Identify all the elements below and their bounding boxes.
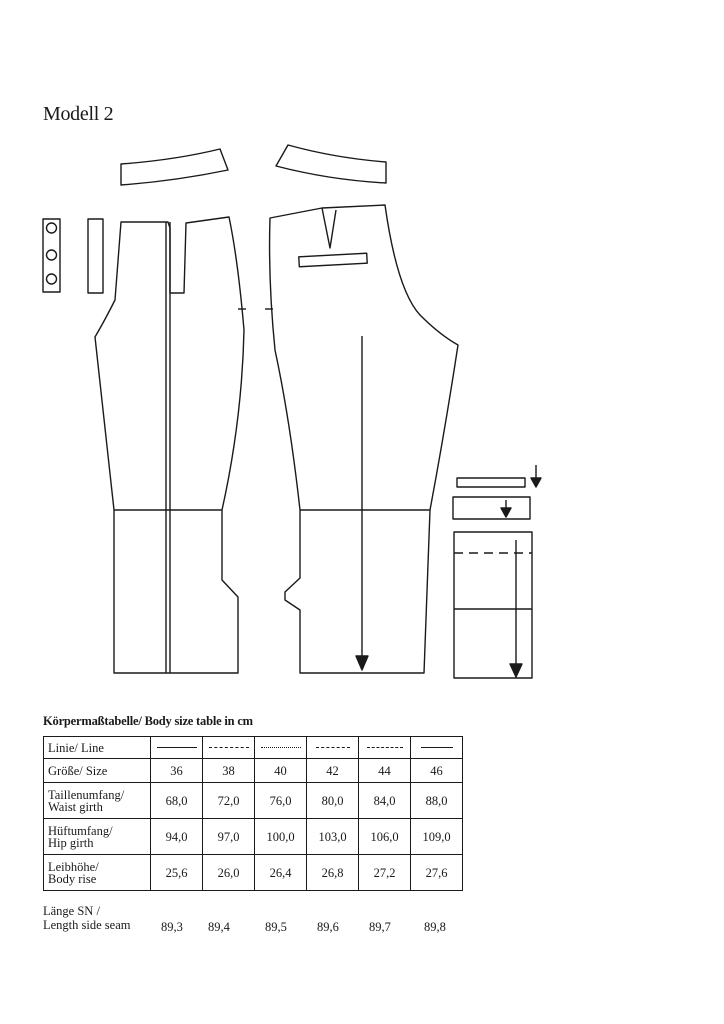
line-dot-solid-sample bbox=[421, 747, 453, 748]
label-line: Hüftumfang/ bbox=[48, 823, 113, 838]
length-value: 89,7 bbox=[369, 920, 391, 934]
label-line: Leibhöhe/ bbox=[48, 859, 99, 874]
waist-cell: 80,0 bbox=[307, 783, 359, 819]
line-dotted-sample bbox=[261, 747, 301, 748]
line-style-cell bbox=[255, 737, 307, 759]
waist-cell: 88,0 bbox=[411, 783, 463, 819]
hip-cell: 97,0 bbox=[203, 819, 255, 855]
label-line: Hip girth bbox=[48, 835, 94, 850]
line-dash-dot-sample bbox=[316, 747, 350, 748]
hip-cell: 103,0 bbox=[307, 819, 359, 855]
size-cell: 44 bbox=[359, 759, 411, 783]
waistband-right-piece bbox=[276, 145, 386, 183]
length-value: 89,5 bbox=[265, 920, 287, 934]
table-title: Körpermaßtabelle/ Body size table in cm bbox=[43, 714, 253, 728]
waist-cell: 72,0 bbox=[203, 783, 255, 819]
hip-cell: 109,0 bbox=[411, 819, 463, 855]
rise-cell: 26,4 bbox=[255, 855, 307, 891]
row-label: Linie/ Line bbox=[44, 737, 151, 759]
length-value: 89,6 bbox=[317, 920, 339, 934]
size-cell: 40 bbox=[255, 759, 307, 783]
line-solid-sample bbox=[157, 747, 197, 748]
hip-cell: 100,0 bbox=[255, 819, 307, 855]
row-label: Größe/ Size bbox=[44, 759, 151, 783]
rise-cell: 26,0 bbox=[203, 855, 255, 891]
table-row bbox=[44, 855, 463, 891]
label-line: Body rise bbox=[48, 871, 97, 886]
length-value: 89,8 bbox=[424, 920, 446, 934]
table-row bbox=[44, 759, 463, 783]
line-long-dash-sample bbox=[209, 747, 249, 748]
rise-cell: 25,6 bbox=[151, 855, 203, 891]
label-line: Waist girth bbox=[48, 799, 103, 814]
table-row bbox=[44, 819, 463, 855]
waistband-left-piece bbox=[121, 149, 228, 185]
table-row bbox=[44, 783, 463, 819]
waist-cell: 68,0 bbox=[151, 783, 203, 819]
belt-loop-strip bbox=[457, 478, 525, 487]
size-cell: 36 bbox=[151, 759, 203, 783]
button-facing-piece bbox=[43, 219, 60, 292]
table-row bbox=[44, 737, 463, 759]
hip-cell: 94,0 bbox=[151, 819, 203, 855]
hip-cell: 106,0 bbox=[359, 819, 411, 855]
page-title: Modell 2 bbox=[43, 103, 114, 125]
body-size-table bbox=[43, 736, 463, 891]
length-value: 89,3 bbox=[161, 920, 183, 934]
length-value: 89,4 bbox=[208, 920, 230, 934]
line-style-cell bbox=[411, 737, 463, 759]
row-label bbox=[44, 819, 151, 855]
line-style-cell bbox=[359, 737, 411, 759]
cuff-band-piece bbox=[453, 497, 530, 519]
rise-cell: 26,8 bbox=[307, 855, 359, 891]
rise-cell: 27,2 bbox=[359, 855, 411, 891]
label-line: Taillenumfang/ bbox=[48, 787, 125, 802]
line-style-cell bbox=[203, 737, 255, 759]
waist-cell: 84,0 bbox=[359, 783, 411, 819]
length-side-seam-label bbox=[43, 904, 130, 932]
back-leg-piece bbox=[270, 205, 458, 673]
label-line: Length side seam bbox=[43, 918, 131, 932]
fly-strip-piece bbox=[88, 219, 103, 293]
line-dash-sample bbox=[367, 747, 403, 748]
row-label bbox=[44, 855, 151, 891]
row-label bbox=[44, 783, 151, 819]
size-cell: 46 bbox=[411, 759, 463, 783]
hem-piece bbox=[454, 532, 532, 678]
line-style-cell bbox=[307, 737, 359, 759]
rise-cell: 27,6 bbox=[411, 855, 463, 891]
size-cell: 38 bbox=[203, 759, 255, 783]
line-style-cell bbox=[151, 737, 203, 759]
waist-cell: 76,0 bbox=[255, 783, 307, 819]
size-cell: 42 bbox=[307, 759, 359, 783]
label-line: Länge SN / bbox=[43, 904, 100, 918]
